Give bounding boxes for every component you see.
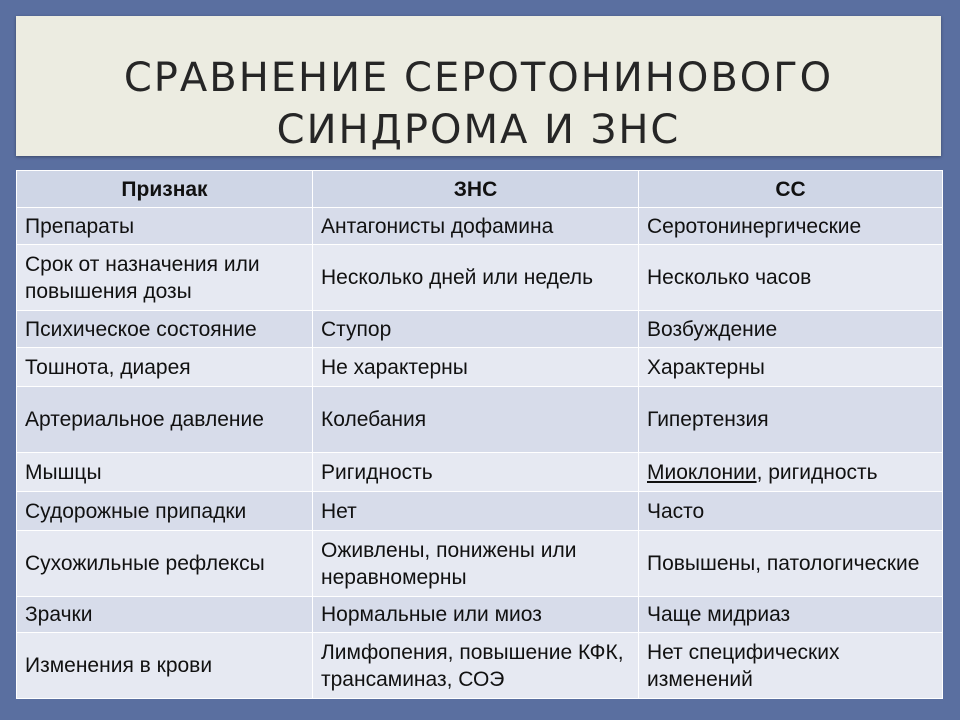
- table-row: [17, 348, 943, 387]
- table-row: [17, 453, 943, 492]
- feature-cell: Препараты: [17, 208, 313, 245]
- table-row: [17, 633, 943, 699]
- header-feature: Признак: [17, 171, 313, 208]
- ss-cell: Возбуждение: [639, 311, 943, 348]
- table-row: [17, 245, 943, 311]
- nms-cell: Не характерны: [313, 348, 639, 387]
- nms-cell: Антагонисты дофамина: [313, 208, 639, 245]
- feature-cell: Зрачки: [17, 597, 313, 633]
- ss-cell: Часто: [639, 492, 943, 531]
- feature-cell: Сухожильные рефлексы: [17, 531, 313, 597]
- ss-cell: [639, 453, 943, 492]
- feature-cell: Артериальное давление: [17, 387, 313, 453]
- ss-cell-rest: , ригидность: [756, 460, 878, 484]
- slide-title-line-2: СИНДРОМА И ЗНС: [276, 107, 681, 153]
- table-row: [17, 387, 943, 453]
- table-header-row: [17, 171, 943, 208]
- ss-cell: Гипертензия: [639, 387, 943, 453]
- feature-cell: Психическое состояние: [17, 311, 313, 348]
- nms-cell: Колебания: [313, 387, 639, 453]
- feature-cell: Судорожные припадки: [17, 492, 313, 531]
- feature-cell: Мышцы: [17, 453, 313, 492]
- nms-cell: Нет: [313, 492, 639, 531]
- ss-cell: Повышены, патологические: [639, 531, 943, 597]
- table-row: [17, 311, 943, 348]
- comparison-table: [16, 170, 943, 699]
- title-box: [16, 16, 941, 156]
- table-row: [17, 208, 943, 245]
- nms-cell: Нормальные или миоз: [313, 597, 639, 633]
- slide-title: [16, 52, 941, 156]
- table-row: [17, 531, 943, 597]
- header-nms: ЗНС: [313, 171, 639, 208]
- feature-cell: Срок от назначения или повышения дозы: [17, 245, 313, 311]
- nms-cell: Ригидность: [313, 453, 639, 492]
- nms-cell: Несколько дней или недель: [313, 245, 639, 311]
- feature-cell: Изменения в крови: [17, 633, 313, 699]
- table-row: [17, 492, 943, 531]
- nms-cell: Лимфопения, повышение КФК, трансаминаз, СОЭ: [313, 633, 639, 699]
- ss-cell: Чаще мидриаз: [639, 597, 943, 633]
- nms-cell: Оживлены, понижены или неравномерны: [313, 531, 639, 597]
- table-row: [17, 597, 943, 633]
- nms-cell: Ступор: [313, 311, 639, 348]
- header-ss: СС: [639, 171, 943, 208]
- ss-cell: Нет специфических изменений: [639, 633, 943, 699]
- feature-cell: Тошнота, диарея: [17, 348, 313, 387]
- ss-cell: Несколько часов: [639, 245, 943, 311]
- slide-title-line-1: СРАВНЕНИЕ СЕРОТОНИНОВОГО: [123, 55, 834, 101]
- ss-cell-underlined-term: Миоклонии: [647, 460, 757, 484]
- ss-cell: Серотонинергические: [639, 208, 943, 245]
- ss-cell: Характерны: [639, 348, 943, 387]
